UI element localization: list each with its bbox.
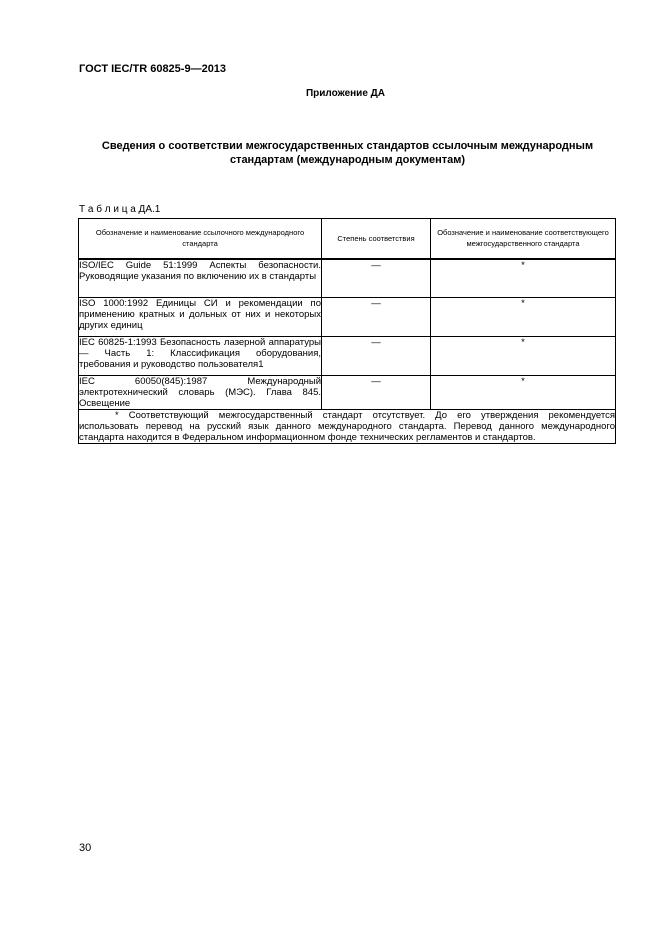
- interstate-standard-cell: *: [431, 298, 616, 337]
- table-row: [79, 298, 616, 337]
- table-footnote: [79, 410, 616, 444]
- page-number: 30: [79, 842, 92, 854]
- reference-standard-cell: ISO 1000:1992 Единицы СИ и рекомендации по применению кратных и дольных от них и некоторых других единиц: [79, 298, 322, 337]
- interstate-standard-cell: *: [431, 337, 616, 376]
- annex-title: Приложение ДА: [305, 88, 386, 99]
- table-row: [79, 337, 616, 376]
- degree-cell: —: [322, 376, 431, 410]
- degree-cell: —: [322, 298, 431, 337]
- column-header-degree: Степень соответствия: [322, 219, 431, 259]
- table-header-row: [79, 219, 616, 259]
- footnote-text: * Соответствующий межгосударственный стандарт отсутствует. До его утверждения рекомендуется использовать перевод на русский язык данного международного стандарта. Перевод данного международного стандарта находится в Федеральном информационном фонде технических регламентов и стандартов.: [79, 410, 615, 443]
- table-row: [79, 376, 616, 410]
- column-header-interstate: Обозначение и наименование соответствующего межгосударственного стандарта: [431, 219, 616, 259]
- table-row: [79, 259, 616, 298]
- degree-cell: —: [322, 259, 431, 298]
- interstate-standard-cell: *: [431, 259, 616, 298]
- degree-cell: —: [322, 337, 431, 376]
- standards-table: [78, 218, 616, 444]
- reference-standard-cell: IEC 60050(845):1987 Международный электротехнический словарь (МЭС). Глава 845. Освещение: [79, 376, 321, 409]
- reference-standard-cell: ISO/IEC Guide 51:1999 Аспекты безопасности. Руководящие указания по включению их в стандарты: [79, 259, 322, 298]
- interstate-standard-cell: *: [431, 376, 616, 410]
- table-footnote-row: [79, 410, 616, 444]
- reference-standard-cell: IEC 60825-1:1993 Безопасность лазерной аппаратуры — Часть 1: Классификация оборудования, требования и руководство пользователя1: [79, 337, 322, 376]
- column-header-reference: Обозначение и наименование ссылочного международного стандарта: [79, 219, 322, 259]
- document-code: ГОСТ IEC/TR 60825-9—2013: [79, 63, 227, 75]
- table-caption: Т а б л и ц а ДА.1: [79, 204, 161, 215]
- section-heading: Сведения о соответствии межгосударственных стандартов ссылочным международным стандартам (международным документам): [101, 140, 594, 166]
